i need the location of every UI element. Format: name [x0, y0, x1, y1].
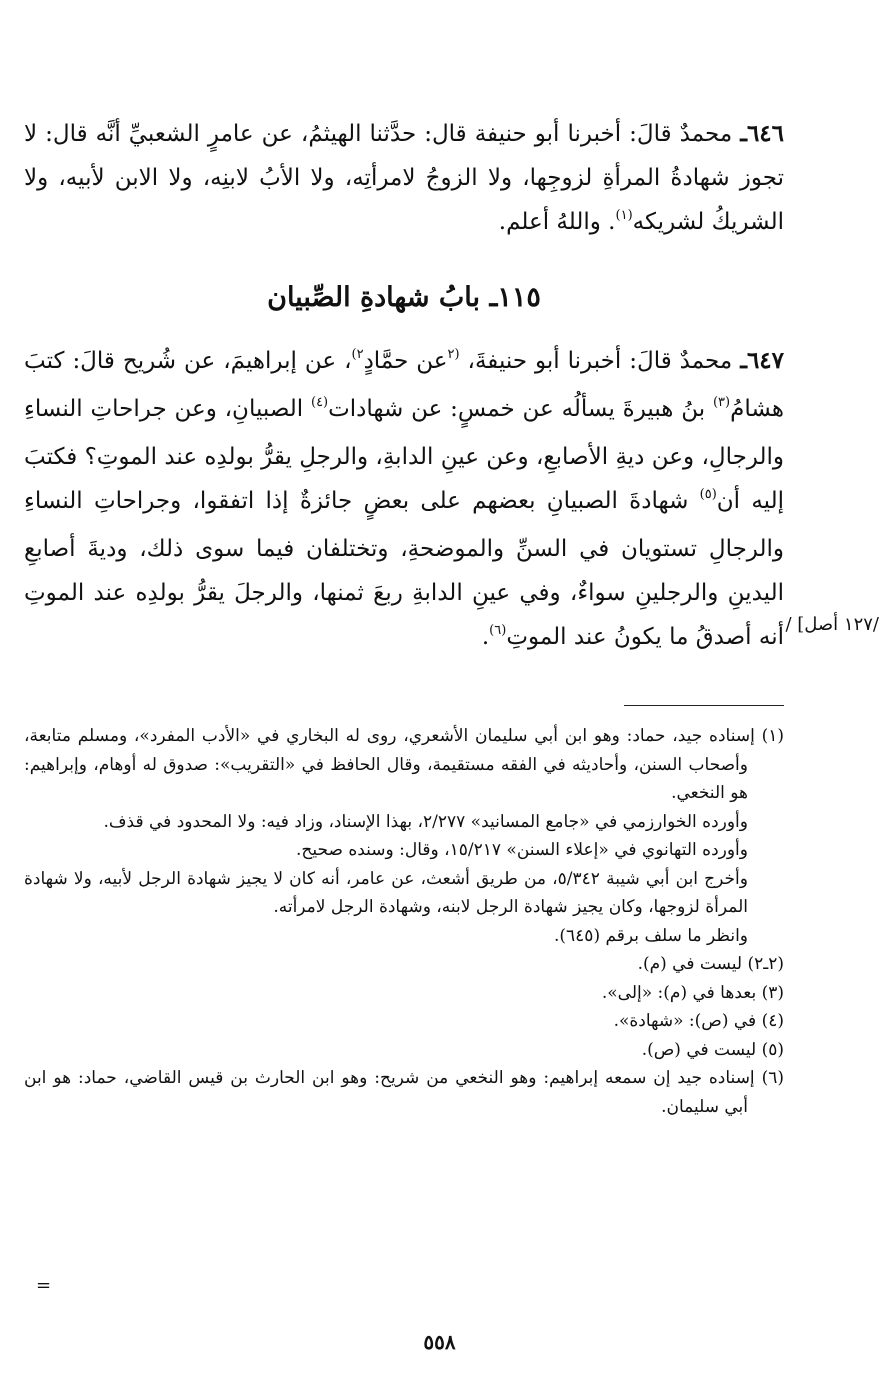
footnote-ref-3[interactable]: (٣): [712, 395, 731, 410]
hadith-647-text-f: شهادةَ الصبيانِ بعضهم على بعضٍ جائزةٌ إذا اتفقوا، وجراحاتِ النساءِ والرجالِ تستويان في السنِّ والموضحةِ، وتختلفان فيما سوى ذلك، وديةَ أصابعِ اليدينِ والرجلينِ سواءٌ، وفي عينِ الدابةِ ربعَ ثمنها، والرجلَ يقرُّ بولدِه عند الموتِ أنه أصدقُ ما يكونُ عند الموتِ: [24, 488, 784, 650]
hadith-647: [24, 339, 784, 663]
continuation-mark: =: [36, 1275, 52, 1296]
hadith-646-number: ٦٤٦ـ: [740, 120, 784, 147]
page-number: ٥٥٨: [423, 1330, 456, 1354]
footnote-ref-2-close[interactable]: ٢): [351, 347, 364, 362]
hadith-647-text-c: ، عن إبراهيمَ، عن شُريح قالَ: كتبَ هشامُ: [24, 348, 784, 422]
footnote-1-ibn-abi-shayba: وأخرج ابن أبي شيبة ٥/٣٤٢، من طريق أشعث، عن عامر، أنه كان لا يجيز شهادة الرجل لأبيه، ولا شهادة المرأة لزوجها، وكان يجيز شهادة الرجل لابنه، وشهادة الرجل لامرأته.: [24, 868, 748, 917]
manuscript-margin-note: /١٢٧ أصل] /: [785, 614, 879, 635]
hadith-646-text: محمدٌ قالَ: أخبرنا أبو حنيفة قال: حدَّثنا الهيثمُ، عن عامرٍ الشعبيِّ أنَّه قال: لا تجوز شهادةُ المرأةِ لزوجِها، ولا الزوجُ لامرأتِه، ولا الأبُ لابنِه، ولا الابن لأبيه، ولا الشريكُ لشريكه: [24, 121, 784, 235]
footnote-3: (٣) بعدها في (م): «إلى».: [601, 982, 784, 1003]
hadith-647-text-b: عن حمَّادٍ: [363, 348, 448, 374]
chapter-heading: ١١٥ـ بابُ شهادةِ الصِّبيان: [267, 282, 541, 313]
footnote-ref-5[interactable]: (٥): [699, 487, 717, 502]
footnote-5: (٥) ليست في (ص).: [641, 1039, 784, 1060]
footnote-4: (٤) في (ص): «شهادة».: [613, 1011, 784, 1031]
footnote-1-cross-reference: وانظر ما سلف برقم (٦٤٥).: [554, 925, 748, 946]
hadith-647-text-e: الصبيانِ، وعن جراحاتِ النساءِ والرجالِ، وعن ديةِ الأصابعِ، وعن عينِ الدابةِ، والرجلِ يقرُّ بولدِه عند الموتِ؟ فكتبَ إليه أن: [24, 396, 784, 514]
footnote-1-tahanawi: وأورده التهانوي في «إعلاء السنن» ١٥/٢١٧، وقال: وسنده صحيح.: [296, 840, 748, 860]
hadith-647-number: ٦٤٧ـ: [740, 347, 784, 374]
hadith-646-paragraph: [24, 112, 784, 248]
footnotes-section: [24, 722, 784, 1121]
hadith-647-text-g: .: [481, 624, 490, 650]
footnote-1: (١) إسناده جيد، حماد: وهو ابن أبي سليمان الأشعري، روى له البخاري في «الأدب المفرد»، ومسلم متابعة، وأصحاب السنن، وأحاديثه في الفقه مستقيمة، وقال الحافظ في «التقريب»: صدوق له أوهام، وإبراهيم: هو النخعي.: [24, 726, 784, 803]
footnote-2: (٢ـ٢) ليست في (م).: [637, 954, 784, 974]
footnote-ref-6[interactable]: (٦): [489, 623, 507, 638]
hadith-646-ending: . واللهُ أعلم.: [498, 209, 616, 235]
footnote-ref-1[interactable]: (١): [615, 208, 633, 223]
footnote-ref-2-open[interactable]: (٢: [447, 347, 460, 362]
hadith-647-text-d: بنُ هبيرةَ يسألُه عن خمسٍ: عن شهادات: [328, 396, 713, 422]
hadith-647-paragraph: [24, 339, 784, 663]
footnote-ref-4[interactable]: (٤): [310, 395, 329, 410]
hadith-646: [24, 112, 784, 248]
footnote-1-khwarizmi: وأورده الخوارزمي في «جامع المسانيد» ٢/٢٧٧، بهذا الإسناد، وزاد فيه: ولا المحدود في قذف.: [103, 811, 748, 832]
footnote-separator: [624, 705, 784, 706]
footnote-6: (٦) إسناده جيد إن سمعه إبراهيم: وهو النخعي من شريح: وهو ابن الحارث بن قيس القاضي، حماد: هو ابن أبي سليمان.: [24, 1068, 784, 1117]
hadith-647-text-a: محمدٌ قالَ: أخبرنا أبو حنيفةَ،: [459, 348, 741, 374]
